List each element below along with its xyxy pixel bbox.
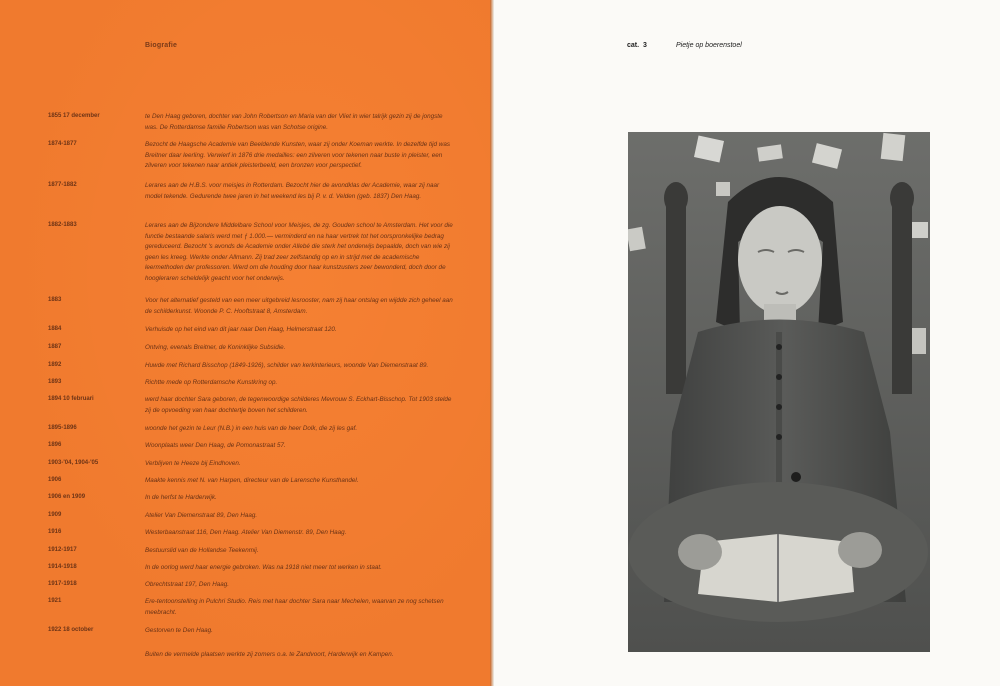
bio-date: 1884 [48, 326, 62, 332]
bio-text: Verblijven te Heeze bij Eindhoven. [145, 460, 241, 467]
bio-text: Huwde met Richard Bisschop (1849-1926), schilder van kerkinterieurs, woonde Van Diemenstraat 89. [145, 362, 429, 369]
page-heading: Biografie [145, 42, 178, 49]
bio-date: 1906 [48, 477, 62, 483]
bio-date: 1912-1917 [48, 547, 77, 553]
catalog-number: 3 [643, 42, 647, 49]
bio-text: Woonplaats weer Den Haag, de Pomonastraat 57. [145, 442, 286, 449]
bio-date: 1894 10 februari [48, 396, 94, 402]
bio-text: Ere-tentoonstelling in Pulchri Studio. Reis met haar dochter Sara naar Mechelen, waarvan ze nog schetsen meebracht. [145, 598, 444, 616]
bio-text: Obrechtstraat 197, Den Haag. [145, 581, 230, 588]
bio-date: 1893 [48, 379, 62, 385]
bio-text: Lerares aan de Bijzondere Middelbare School voor Meisjes, de zg. Gouden school te Amsterdam. Het voor die functie bestaande salaris werd met ƒ 1.000.— verminderd en na haar vertrek tot het oorspronkelijke bedrag gereduceerd. Bezocht 's avonds de Academie onder Allebé die sterk het onderwijs bepaalde, doch van wie zij geen les kreeg. Werkte onder Allmann. Zij trad zeer zelfstandig op en in strijd met de academische leermethoden der professoren. Werd om die houding door haar kunstzusters zeer bewonderd, doch door de hoogleraren scheldelijk geacht voor het onderwijs. [145, 222, 453, 282]
bio-date: 1883 [48, 297, 62, 303]
bio-text: Verhuisde op het eind van dit jaar naar Den Haag, Helmerstraat 120. [145, 326, 337, 333]
bio-date: 1895-1896 [48, 425, 77, 431]
painting-illustration [628, 132, 930, 652]
bio-date: 1906 en 1909 [48, 494, 86, 500]
bio-text: Atelier Van Diemenstraat 89, Den Haag. [145, 512, 258, 519]
catalog-label-text: cat. [627, 42, 640, 49]
bio-text: Lerares aan de H.B.S. voor meisjes in Rotterdam. Bezocht hier de avondklas der Academie, waar zij naar model tekende. Gedurende twee jaren in het weekend les bij P. v. d. Velden (geb. 1837) Den Haag. [145, 182, 440, 200]
bio-date: 1903-'04, 1904-'05 [48, 460, 99, 466]
bio-text: In de oorlog werd haar energie gebroken. Was na 1918 niet meer tot werken in staat. [145, 564, 382, 571]
catalog-label [627, 42, 647, 49]
bio-date: 1914-1918 [48, 564, 77, 570]
bio-date: 1896 [48, 442, 62, 448]
bio-text: Westerbaanstraat 116, Den Haag. Atelier Van Diemenstr. 89, Den Haag. [145, 529, 347, 536]
bio-date: 1887 [48, 344, 62, 350]
bio-date: 1921 [48, 598, 62, 604]
bio-text: te Den Haag geboren, dochter van John Robertson en Maria van der Vliet in wier talrijk gezin zij de jongste was. De Rotterdamse familie Robertson was van Schotse origine. [145, 113, 443, 131]
bio-date: 1916 [48, 529, 62, 535]
painting-image [628, 132, 930, 652]
bio-date: 1855 17 december [48, 113, 100, 119]
bio-text: Bestuurslid van de Hollandse Teekenmij. [145, 547, 259, 554]
bio-text: Ontving, evenals Breitner, de Koninklijke Subsidie. [145, 344, 286, 351]
bio-date: 1909 [48, 512, 62, 518]
artwork-title: Pietje op boerenstoel [676, 42, 742, 49]
bio-text: Bezocht de Haagsche Academie van Beeldende Kunsten, waar zij onder Koeman werkte. In dezelfde tijd was Breitner daar leerling. Verwierf in 1876 drie medailles: een zilveren voor tekenen naar buste in pleister, een zilveren voor tekenen naar antiek pleisterbeeld, een bronzen voor perspectief. [145, 141, 450, 170]
bio-text: werd haar dochter Sara geboren, de tegenwoordige schilderes Mevrouw S. Eckhart-Bisschop. Tot 1903 stelde zij de opvoeding van haar dochtertje boven het schilderen. [145, 396, 452, 414]
bio-date: 1877-1882 [48, 182, 77, 188]
catalog-page [494, 0, 1000, 686]
bio-text: Gestorven te Den Haag. [145, 627, 213, 634]
bio-text: Maakte kennis met N. van Harpen, directeur van de Larensche Kunsthandel. [145, 477, 359, 484]
bio-date: 1892 [48, 362, 62, 368]
bio-text: Richtte mede op Rotterdamsche Kunstkring op. [145, 379, 278, 386]
biography-page [0, 0, 493, 686]
bio-text: woonde het gezin te Leur (N.B.) in een huis van de heer Dolk, die zij les gaf. [145, 425, 358, 432]
bio-date: 1922 18 october [48, 627, 94, 633]
bio-date: 1882-1883 [48, 222, 77, 228]
bio-text: Voor het alternatief gesteld van een meer uitgebreid lesrooster, nam zij haar ontslag en wijdde zich geheel aan de schilderkunst. Woonde P. C. Hooftstraat 8, Amsterdam. [145, 297, 453, 315]
bio-text: In de herfst te Harderwijk. [145, 494, 217, 501]
bio-date: 1917-1918 [48, 581, 77, 587]
bio-date: 1874-1877 [48, 141, 77, 147]
bio-footer-note: Buiten de vermelde plaatsen werkte zij zomers o.a. te Zandvoort, Harderwijk en Kampen. [145, 651, 394, 658]
